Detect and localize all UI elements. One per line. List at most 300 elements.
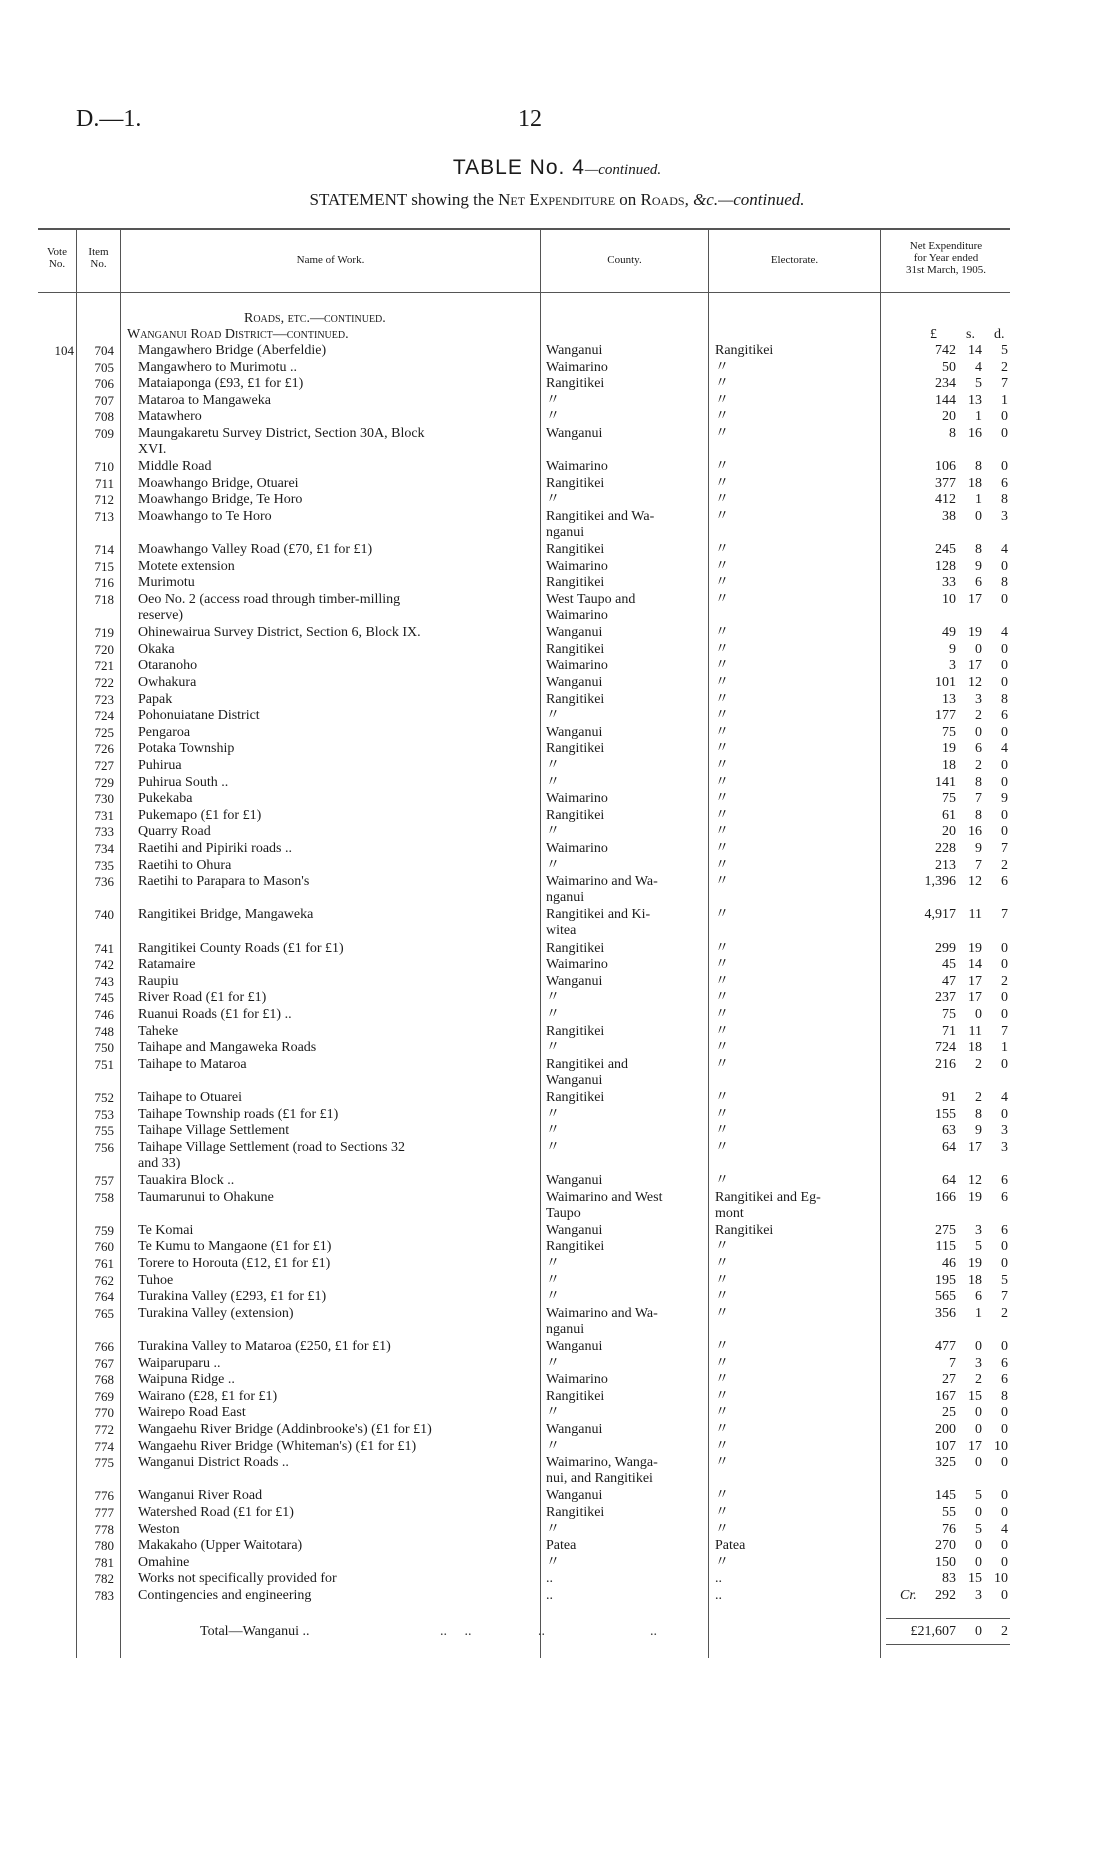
item-number: 745: [94, 990, 114, 1006]
amount-shillings: 0: [975, 724, 982, 740]
electorate-name: 〃: [715, 575, 729, 591]
amount-pence: 7: [1001, 376, 1008, 392]
table-row: [0, 1571, 1114, 1587]
amount-pounds: 144: [935, 392, 956, 408]
table-row: [0, 1588, 1114, 1604]
work-name: Torere to Horouta (£12, £1 for £1): [138, 1256, 331, 1271]
table-row: [0, 658, 1114, 674]
county-name-cont: nganui: [546, 890, 585, 906]
work-name: Tauakira Block ..: [138, 1173, 235, 1188]
electorate-name: 〃: [715, 1007, 729, 1022]
county-name-cont: nganui: [546, 1321, 585, 1337]
work-name: Pengaroa: [138, 724, 191, 740]
electorate-name: 〃: [715, 857, 729, 873]
item-number: 719: [94, 625, 114, 641]
amount-pounds: 64: [942, 1173, 956, 1188]
amount-pounds: 49: [942, 625, 956, 641]
amount-pounds: 46: [942, 1256, 956, 1271]
county-name: Rangitikei: [546, 691, 605, 707]
header-vote: [38, 246, 76, 270]
county-name: Rangitikei: [546, 1505, 605, 1520]
county-name: Rangitikei and: [546, 1056, 629, 1072]
item-number: 781: [94, 1554, 114, 1570]
table-row: [0, 1123, 1114, 1139]
table-row: [0, 708, 1114, 724]
amount-pounds: 20: [942, 409, 956, 425]
county-name: 〃: [546, 857, 560, 873]
amount-pounds: 47: [942, 973, 956, 989]
electorate-name: 〃: [715, 558, 729, 574]
amount-pounds: 150: [935, 1554, 956, 1570]
amount-pounds: 724: [935, 1040, 956, 1056]
currency-pence: d.: [994, 327, 1005, 342]
amount-pence: 0: [1001, 1554, 1008, 1570]
amount-pence: 6: [1001, 1355, 1008, 1371]
amount-pence: 5: [1001, 343, 1008, 358]
amount-pence: 0: [1001, 1588, 1008, 1603]
item-number: 772: [94, 1422, 114, 1437]
amount-pence: 6: [1001, 708, 1008, 724]
amount-shillings: 6: [975, 741, 982, 757]
amount-shillings: 8: [975, 807, 982, 823]
item-number: 746: [94, 1007, 114, 1022]
amount-pence: 2: [1001, 857, 1008, 873]
electorate-name: 〃: [715, 1305, 729, 1321]
amount-shillings: 8: [975, 459, 982, 475]
work-name: Waiparuparu ..: [138, 1355, 221, 1371]
item-number: 768: [94, 1372, 114, 1388]
electorate-name: 〃: [715, 824, 729, 840]
work-name: Turakina Valley (£293, £1 for £1): [138, 1289, 327, 1305]
amount-pence: 1: [1001, 392, 1008, 408]
amount-pounds: 115: [935, 1239, 956, 1255]
table-row: [0, 1273, 1114, 1289]
item-number: 713: [94, 509, 114, 524]
table-row: [0, 625, 1114, 641]
table-row: [0, 575, 1114, 591]
work-name: Wangaehu River Bridge (Addinbrooke's) (£1 for £1): [138, 1422, 432, 1437]
item-number: 727: [94, 758, 114, 773]
amount-pounds: 4,917: [924, 907, 956, 923]
table-row: [0, 758, 1114, 774]
county-name: 〃: [546, 1123, 560, 1139]
amount-shillings: 0: [975, 1505, 982, 1520]
amount-shillings: 0: [975, 641, 982, 657]
amount-pounds: 234: [935, 376, 956, 392]
amount-pence: 8: [1001, 691, 1008, 707]
amount-pounds: 13: [942, 691, 956, 707]
electorate-name: 〃: [715, 625, 729, 641]
item-number: 730: [94, 791, 114, 807]
table-row: [0, 725, 1114, 741]
county-name: 〃: [546, 1405, 560, 1421]
item-number: 710: [94, 459, 114, 475]
amount-shillings: 7: [975, 791, 982, 807]
amount-pounds: 18: [942, 758, 956, 773]
county-name: 〃: [546, 392, 560, 408]
electorate-name: 〃: [715, 475, 729, 491]
amount-pence: 8: [1001, 492, 1008, 508]
work-name: Ratamaire: [138, 957, 196, 973]
amount-shillings: 0: [975, 509, 982, 524]
item-number: 715: [94, 558, 114, 574]
amount-pounds: 166: [935, 1189, 956, 1205]
work-name: River Road (£1 for £1): [138, 990, 267, 1006]
county-name-cont: Taupo: [546, 1205, 581, 1221]
amount-pounds: 412: [935, 492, 956, 508]
table-title-main: TABLE No. 4: [452, 156, 585, 179]
amount-shillings: 19: [968, 940, 982, 956]
electorate-name: 〃: [715, 1388, 729, 1404]
amount-pounds: 195: [935, 1272, 956, 1288]
amount-pounds: 27: [942, 1372, 956, 1388]
amount-pounds: 101: [935, 675, 956, 690]
county-name: Waimarino: [546, 841, 608, 856]
amount-pounds: 50: [942, 359, 956, 375]
item-number: 762: [94, 1272, 114, 1288]
electorate-name: 〃: [715, 973, 729, 989]
work-name: Contingencies and engineering: [138, 1588, 312, 1603]
table-row: [0, 675, 1114, 691]
item-number: 708: [94, 409, 114, 425]
table-row: [0, 741, 1114, 757]
table-row: [0, 1223, 1114, 1239]
table-row: [0, 1305, 1114, 1337]
electorate-name: 〃: [715, 724, 729, 740]
amount-pence: 0: [1001, 675, 1008, 690]
table-row: [0, 1040, 1114, 1056]
item-number: 714: [94, 542, 114, 558]
amount-pence: 0: [1001, 1505, 1008, 1520]
amount-pounds: 356: [935, 1305, 956, 1321]
item-number: 778: [94, 1521, 114, 1537]
total-shillings: 0: [975, 1624, 982, 1639]
county-name: Waimarino: [546, 658, 608, 674]
item-number: 726: [94, 741, 114, 757]
amount-pence: 5: [1001, 1272, 1008, 1288]
amount-shillings: 5: [975, 1521, 982, 1537]
amount-pence: 6: [1001, 1222, 1008, 1238]
work-name: Puhirua South ..: [138, 774, 229, 790]
total-bottom-rule: [886, 1644, 1010, 1645]
work-name: Mangawhero Bridge (Aberfeldie): [138, 343, 327, 358]
amount-shillings: 2: [975, 708, 982, 724]
header-vote-line2: No.: [48, 258, 66, 270]
amount-shillings: 2: [975, 758, 982, 773]
amount-pence: 1: [1001, 1040, 1008, 1056]
item-number: 742: [94, 957, 114, 973]
table-row: [0, 492, 1114, 508]
table-row: [0, 360, 1114, 376]
amount-shillings: 5: [975, 1488, 982, 1504]
amount-pounds: 61: [942, 807, 956, 823]
amount-shillings: 15: [968, 1571, 982, 1587]
table-row: [0, 459, 1114, 475]
table-row: [0, 1007, 1114, 1023]
item-number: 757: [94, 1173, 114, 1188]
table-row: [0, 509, 1114, 540]
electorate-name: 〃: [715, 1422, 729, 1437]
table-row: [0, 1056, 1114, 1088]
electorate-name: 〃: [715, 807, 729, 823]
amount-pounds: 55: [942, 1505, 956, 1520]
county-name: Wanganui: [546, 1173, 603, 1188]
table-row: [0, 592, 1114, 623]
total-label: Total—Wanganui ..: [200, 1624, 310, 1639]
amount-pounds: 38: [942, 509, 956, 524]
amount-pounds: 145: [935, 1488, 956, 1504]
item-number: 707: [94, 392, 114, 408]
amount-shillings: 6: [975, 1289, 982, 1305]
item-number: 733: [94, 824, 114, 840]
amount-pounds: 106: [935, 459, 956, 475]
header-expenditure: [881, 240, 1011, 276]
work-name: Taihape to Otuarei: [138, 1090, 242, 1105]
electorate-name: 〃: [715, 1372, 729, 1388]
header-expenditure-line1: Net Expenditure: [909, 240, 983, 252]
currency-pounds: £: [930, 327, 937, 342]
statement-part-c: on: [615, 190, 641, 209]
amount-pounds: 228: [935, 841, 956, 856]
amount-pence: 0: [1001, 990, 1008, 1006]
item-number: 734: [94, 841, 114, 856]
table-row: [0, 1339, 1114, 1355]
section-roads-label: Roads, etc.—continued.: [244, 311, 386, 326]
amount-pence: 4: [1001, 542, 1008, 558]
amount-shillings: 0: [975, 1007, 982, 1022]
amount-pence: 0: [1001, 592, 1008, 607]
county-name: Wanganui: [546, 1488, 603, 1504]
amount-pence: 2: [1001, 973, 1008, 989]
electorate-name-cont: mont: [715, 1205, 744, 1221]
header-item: [77, 246, 120, 270]
amount-shillings: 15: [968, 1388, 982, 1404]
amount-pence: 3: [1001, 1123, 1008, 1139]
amount-pounds: 64: [942, 1139, 956, 1155]
amount-pence: 0: [1001, 758, 1008, 773]
amount-pounds: 8: [949, 426, 956, 441]
electorate-name: 〃: [715, 1106, 729, 1122]
work-name: Moawhango Bridge, Otuarei: [138, 475, 299, 491]
item-number: 736: [94, 874, 114, 890]
amount-pence: 0: [1001, 1007, 1008, 1022]
county-name: Waimarino: [546, 459, 608, 475]
amount-pounds: 75: [942, 724, 956, 740]
county-name: ..: [546, 1588, 553, 1603]
credit-marker: Cr.: [900, 1588, 917, 1603]
amount-pounds: 270: [935, 1538, 956, 1554]
work-name: Rangitikei Bridge, Mangaweka: [138, 907, 314, 923]
amount-pence: 9: [1001, 791, 1008, 807]
electorate-name: 〃: [715, 1505, 729, 1520]
item-number: 704: [94, 343, 114, 358]
electorate-name: Rangitikei: [715, 1222, 774, 1238]
amount-shillings: 16: [968, 426, 982, 441]
table-row: [0, 1439, 1114, 1455]
amount-pounds: 25: [942, 1405, 956, 1421]
county-name: 〃: [546, 1438, 560, 1454]
amount-pounds: 10: [942, 592, 956, 607]
electorate-name: 〃: [715, 409, 729, 425]
amount-shillings: 0: [975, 1554, 982, 1570]
amount-pounds: 63: [942, 1123, 956, 1139]
page-number: 12: [518, 106, 542, 132]
county-name: 〃: [546, 1139, 560, 1155]
amount-pence: 2: [1001, 1305, 1008, 1321]
work-name: Owhakura: [138, 675, 197, 690]
table-row: [0, 808, 1114, 824]
item-number: 758: [94, 1189, 114, 1205]
amount-pounds: 75: [942, 791, 956, 807]
work-name: Taihape and Mangaweka Roads: [138, 1040, 317, 1056]
work-name: Moawhango Bridge, Te Horo: [138, 492, 303, 508]
table-row: [0, 376, 1114, 392]
amount-pence: 0: [1001, 1339, 1008, 1354]
county-name: West Taupo and: [546, 592, 636, 607]
amount-shillings: 1: [975, 409, 982, 425]
amount-pounds: 91: [942, 1090, 956, 1105]
amount-pence: 0: [1001, 1256, 1008, 1271]
county-name: Rangitikei: [546, 542, 605, 558]
electorate-name: 〃: [715, 592, 729, 607]
table-row: [0, 542, 1114, 558]
table-row: [0, 1289, 1114, 1305]
work-name: Mataroa to Mangaweka: [138, 392, 271, 408]
county-name: Waimarino: [546, 957, 608, 973]
header-county: County.: [607, 254, 642, 266]
county-name: ..: [546, 1571, 553, 1587]
amount-shillings: 14: [968, 343, 982, 358]
electorate-name: 〃: [715, 1123, 729, 1139]
table-row: [0, 1488, 1114, 1504]
county-name-cont: nganui: [546, 525, 585, 540]
total-pence: 2: [1001, 1624, 1008, 1639]
amount-shillings: 13: [968, 392, 982, 408]
total-row: [0, 1624, 1114, 1640]
county-name: 〃: [546, 1007, 560, 1022]
work-name: Weston: [138, 1521, 180, 1537]
amount-pence: 4: [1001, 1521, 1008, 1537]
work-name: Taihape Township roads (£1 for £1): [138, 1106, 339, 1122]
electorate-name: 〃: [715, 1239, 729, 1255]
item-number: 705: [94, 359, 114, 375]
amount-pounds: 177: [935, 708, 956, 724]
item-number: 741: [94, 940, 114, 956]
statement-title: [0, 190, 1114, 210]
amount-pounds: 1,396: [924, 874, 956, 890]
electorate-name: 〃: [715, 1355, 729, 1371]
county-name: Wanganui: [546, 1339, 603, 1354]
amount-pounds: 107: [935, 1438, 956, 1454]
work-name: Taihape to Mataroa: [138, 1056, 247, 1072]
county-name: Rangitikei: [546, 641, 605, 657]
amount-shillings: 3: [975, 1588, 982, 1603]
amount-pence: 10: [994, 1438, 1008, 1454]
amount-shillings: 6: [975, 575, 982, 591]
work-name: Wairano (£28, £1 for £1): [138, 1388, 278, 1404]
work-name: Moawhango Valley Road (£70, £1 for £1): [138, 542, 373, 558]
amount-pence: 0: [1001, 658, 1008, 674]
work-name: Ohinewairua Survey District, Section 6, Block IX.: [138, 625, 421, 641]
electorate-name: 〃: [715, 658, 729, 674]
electorate-name: 〃: [715, 1272, 729, 1288]
electorate-name: 〃: [715, 907, 729, 923]
amount-pence: 0: [1001, 459, 1008, 475]
county-name: Wanganui: [546, 1222, 603, 1238]
table-row: [0, 393, 1114, 409]
county-name: Wanganui: [546, 1422, 603, 1437]
electorate-name: 〃: [715, 874, 729, 890]
work-name: Matawhero: [138, 409, 202, 425]
amount-pence: 8: [1001, 575, 1008, 591]
section-heading-district: [0, 327, 1114, 343]
work-name: Taumarunui to Ohakune: [138, 1189, 274, 1205]
amount-pounds: 7: [949, 1355, 956, 1371]
work-name: Moawhango to Te Horo: [138, 509, 272, 524]
amount-shillings: 18: [968, 1272, 982, 1288]
item-number: 775: [94, 1455, 114, 1471]
electorate-name: Rangitikei: [715, 343, 774, 358]
county-name: Rangitikei: [546, 1090, 605, 1105]
table-row: [0, 791, 1114, 807]
item-number: 760: [94, 1239, 114, 1255]
amount-shillings: 0: [975, 1339, 982, 1354]
electorate-name: 〃: [715, 1405, 729, 1421]
amount-shillings: 12: [968, 874, 982, 890]
electorate-name: 〃: [715, 1173, 729, 1188]
amount-pence: 7: [1001, 1289, 1008, 1305]
table-row: [0, 343, 1114, 359]
electorate-name: 〃: [715, 990, 729, 1006]
table-row: [0, 1422, 1114, 1438]
item-number: 711: [94, 475, 114, 491]
statement-part-e: , &c.—continued.: [684, 190, 805, 209]
amount-shillings: 18: [968, 475, 982, 491]
work-name: Mangawhero to Murimotu ..: [138, 359, 298, 375]
amount-pence: 6: [1001, 1372, 1008, 1388]
currency-shillings: s.: [966, 327, 975, 342]
work-name: Murimotu: [138, 575, 195, 591]
item-number: 783: [94, 1588, 114, 1603]
work-name: Wairepo Road East: [138, 1405, 246, 1421]
amount-pence: 0: [1001, 774, 1008, 790]
amount-shillings: 19: [968, 1189, 982, 1205]
electorate-name: 〃: [715, 1554, 729, 1570]
work-name: Ruanui Roads (£1 for £1) ..: [138, 1007, 292, 1022]
work-name: Raetihi and Pipiriki roads ..: [138, 841, 292, 856]
amount-shillings: 19: [968, 1256, 982, 1271]
work-name: Maungakaretu Survey District, Section 30A, Block: [138, 426, 425, 441]
electorate-name: 〃: [715, 841, 729, 856]
table-row: [0, 775, 1114, 791]
amount-pence: 4: [1001, 741, 1008, 757]
electorate-name: 〃: [715, 1256, 729, 1271]
item-number: 767: [94, 1355, 114, 1371]
electorate-name: ..: [715, 1571, 722, 1587]
amount-pounds: 155: [935, 1106, 956, 1122]
amount-pounds: 167: [935, 1388, 956, 1404]
county-name: Rangitikei: [546, 475, 605, 491]
electorate-name: Rangitikei and Eg-: [715, 1189, 821, 1205]
amount-pounds: 200: [935, 1422, 956, 1437]
amount-pounds: 33: [942, 575, 956, 591]
work-name: Te Kumu to Mangaone (£1 for £1): [138, 1239, 332, 1255]
amount-shillings: 11: [968, 907, 982, 923]
amount-pence: 0: [1001, 426, 1008, 441]
county-name: Waimarino and Wa-: [546, 1305, 658, 1321]
county-name: Waimarino and Wa-: [546, 874, 658, 890]
amount-shillings: 9: [975, 558, 982, 574]
